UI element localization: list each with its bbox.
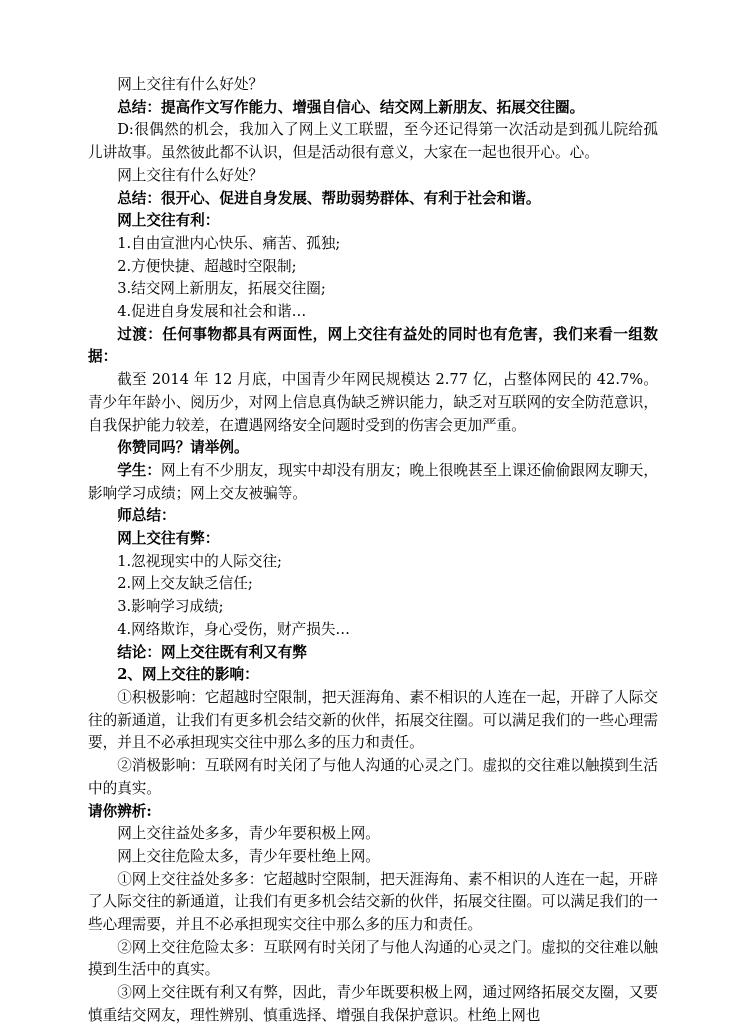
paragraph-21: 结论：网上交往既有利又有弊	[117, 643, 307, 661]
paragraph-15: 师总结：	[117, 507, 176, 525]
paragraph-lead: 学生：	[117, 461, 162, 479]
paragraph-24: ②消极影响：互联网有时关闭了与他人沟通的心灵之门。虚拟的交往难以触摸到生活中的真实。	[88, 757, 658, 797]
paragraph-30: ③网上交往既有利又有弊，因此，青少年既要积极上网，通过网络拓展交友圈，又要慎重结交网友，理性辨别、慎重选择、增强自我保护意识。杜绝上网也	[88, 984, 658, 1024]
paragraph-9: 3.结交网上新朋友，拓展交往圈;	[117, 280, 326, 298]
paragraph-10: 4.促进自身发展和社会和谐…	[117, 303, 307, 321]
paragraph-17: 1.忽视现实中的人际交往;	[117, 552, 282, 570]
paragraph-19: 3.影响学习成绩;	[117, 598, 224, 616]
paragraph-23: ①积极影响：它超越时空限制，把天涯海角、素不相识的人连在一起，开辟了人际交往的新通道，让我们有更多机会结交新的伙伴，拓展交往圈。可以满足我们的一些心理需要，并且不必承担现实交往中那么多的压力和责任。	[88, 688, 658, 752]
paragraph-3: D:很偶然的机会，我加入了网上义工联盟，至今还记得第一次活动是到孤儿院给孤儿讲故事。虽然彼此都不认识，但是活动很有意义，大家在一起也很开心。心。	[88, 121, 658, 162]
paragraph-6: 网上交往有利：	[117, 212, 220, 230]
paragraph-26: 网上交往益处多多，青少年要积极上网。	[117, 825, 380, 843]
paragraph-4: 网上交往有什么好处？	[117, 166, 264, 184]
paragraph-8: 2.方便快捷、超越时空限制;	[117, 257, 297, 275]
paragraph-14: 学生：网上有不少朋友，现实中却没有朋友；晚上很晚甚至上课还偷偷跟网友聊天，影响学习成绩；网上交友被骗等。	[88, 461, 658, 502]
paragraph-1: 网上交往有什么好处？	[117, 76, 264, 93]
paragraph-28: ①网上交往益处多多：它超越时空限制，把天涯海角、素不相识的人连在一起，开辟了人际交往的新通道，让我们有更多机会结交新的伙伴，拓展交往圈。可以满足我们的一些心理需要，并且不必承担现实交往中那么多的压力和责任。	[88, 870, 658, 934]
paragraph-18: 2.网上交友缺乏信任;	[117, 575, 253, 593]
paragraph-27: 网上交往危险太多，青少年要杜绝上网。	[117, 847, 380, 865]
document-body	[88, 74, 658, 1028]
paragraph-2: 总结：提高作文写作能力、增强自信心、结交网上新朋友、拓展交往圈。	[117, 98, 585, 116]
paragraph-20: 4.网络欺诈，身心受伤，财产损失…	[117, 620, 351, 638]
paragraph-16: 网上交往有弊：	[117, 530, 220, 548]
paragraph-13: 你赞同吗？请举例。	[117, 439, 249, 457]
paragraph-29: ②网上交往危险太多：互联网有时关闭了与他人沟通的心灵之门。虚拟的交往难以触摸到生活中的真实。	[88, 938, 658, 979]
paragraph-7: 1.自由宣泄内心快乐、痛苦、孤独;	[117, 234, 341, 252]
paragraph-5: 总结：很开心、促进自身发展、帮助弱势群体、有利于社会和谐。	[117, 189, 541, 207]
paragraph-25: 请你辨析:	[88, 802, 152, 820]
paragraph-11: 过渡：任何事物都具有两面性，网上交往有益处的同时也有危害，我们来看一组数据：	[88, 325, 658, 366]
paragraph-22: 2、网上交往的影响：	[117, 666, 259, 684]
paragraph-12: 截至 2014 年 12 月底，中国青少年网民规模达 2.77 亿，占整体网民的 42.7%。青少年年龄小、阅历少，对网上信息真伪缺乏辨识能力，缺乏对互联网的安全防范意识，自我保护能力较差，在遭遇网络安全问题时受到的伤害会更加严重。	[88, 371, 658, 434]
